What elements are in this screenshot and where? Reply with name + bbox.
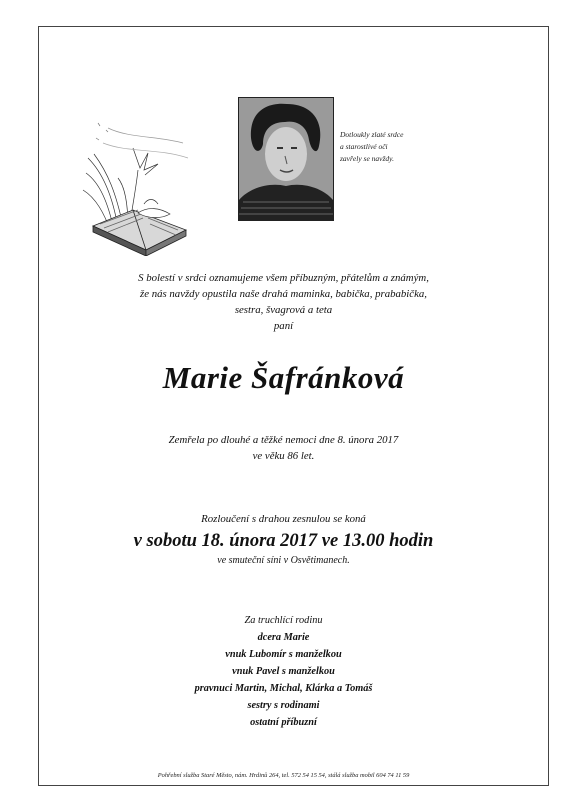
mourner-line: vnuk Lubomír s manželkou xyxy=(225,649,342,660)
farewell-intro: Rozloučení s drahou zesnulou se koná xyxy=(201,513,366,525)
announcement-text: S bolestí v srdci oznamujeme všem příbuzným, přátelům a známým, že nás navždy opustila naše drahá maminka, babička, prababička, sestra, švagrová a teta paní xyxy=(138,272,429,332)
mourner-line: sestry s rodinami xyxy=(247,700,320,711)
mourner-line: ostatní příbuzní xyxy=(250,717,317,728)
portrait-photo xyxy=(238,97,334,221)
mourner-line: vnuk Pavel s manželkou xyxy=(232,666,335,677)
lily-book-illustration xyxy=(78,118,196,256)
farewell-place: ve smuteční síni v Osvětimanech. xyxy=(217,555,350,566)
farewell-date: v sobotu 18. února 2017 ve 13.00 hodin xyxy=(133,531,434,551)
mourner-line: pravnuci Martin, Michal, Klárka a Tomáš xyxy=(194,683,373,694)
mourner-line: dcera Marie xyxy=(257,632,310,643)
death-details: Zemřela po dlouhé a těžké nemoci dne 8. února 2017 ve věku 86 let. xyxy=(168,434,399,462)
memorial-quote: Dotloukly zlaté srdce a starostlivé oči zavřely se navždy. xyxy=(340,130,404,163)
mourners-list xyxy=(0,612,567,731)
deceased-name: Marie Šafránková xyxy=(162,360,405,395)
mourners-lead: Za truchlící rodinu xyxy=(244,615,323,626)
funeral-service-footer: Pohřební služba Staré Město, nám. Hrdinů 264, tel. 572 54 15 54, stálá služba mobil 604 74 11 59 xyxy=(157,772,410,779)
